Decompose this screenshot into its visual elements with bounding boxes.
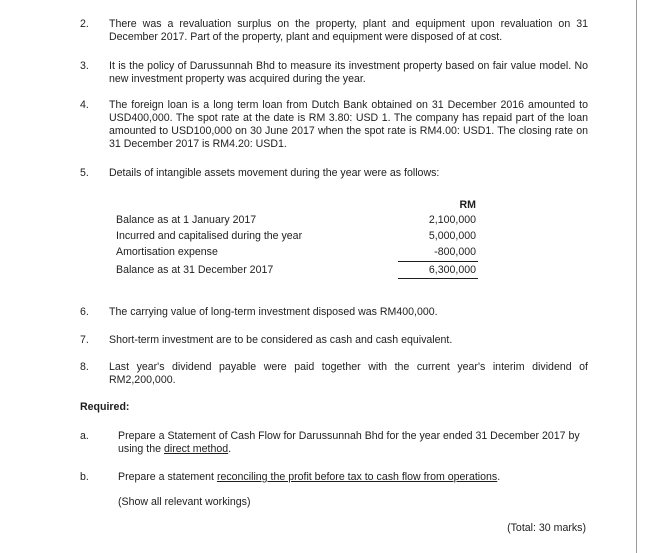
figures-row-value: -800,000 bbox=[434, 246, 476, 258]
figures-row-value: 6,300,000 bbox=[428, 264, 476, 276]
requirement-text-end: . bbox=[228, 443, 232, 455]
note-text: The foreign loan is a long term loan from Dutch Bank obtained on 31 December 2016 amounted to USD400,000. The spot rate at the date is RM 3.80: USD 1. The company has repaid part of the loan amounted to USD100,000 on 30 June 2017 when the spot rate is RM4.00: USD1. The closing rate on 31 December 2017 is RM4.20: USD1. bbox=[109, 99, 588, 150]
required-heading: Required: bbox=[80, 401, 130, 413]
note-text: It is the policy of Darussunnah Bhd to measure its investment property based on fair value model. No new investment property was acquired during the year. bbox=[109, 60, 588, 85]
figures-row-label: Balance as at 31 December 2017 bbox=[116, 264, 274, 276]
note-number: 3. bbox=[80, 60, 89, 72]
note-text: Details of intangible assets movement during the year were as follows: bbox=[109, 167, 440, 179]
requirement-text bbox=[118, 471, 588, 484]
note-text: Short-term investment are to be considered as cash and cash equivalent. bbox=[109, 334, 453, 346]
requirement-text-lead: Prepare a statement bbox=[118, 471, 217, 483]
figures-row bbox=[0, 246, 650, 259]
requirement-text-end: . bbox=[497, 471, 501, 483]
note-number: 8. bbox=[80, 361, 89, 373]
figures-row bbox=[0, 230, 650, 243]
requirement-text-lead: Prepare a Statement of Cash Flow for Darussunnah Bhd for the year ended 31 December 2017 by using the bbox=[118, 430, 580, 455]
requirement-text bbox=[118, 430, 588, 456]
figures-row bbox=[0, 214, 650, 227]
figures-row-value: 2,100,000 bbox=[428, 214, 476, 226]
requirement-emphasis: reconciling the profit before tax to cash flow from operations bbox=[216, 471, 498, 483]
requirement-emphasis: direct method bbox=[163, 443, 229, 455]
requirement-label: b. bbox=[80, 471, 89, 483]
note-number: 4. bbox=[80, 99, 89, 111]
requirement-label: a. bbox=[80, 430, 89, 442]
figures-row-label: Incurred and capitalised during the year bbox=[116, 230, 303, 242]
total-rule bbox=[398, 278, 478, 279]
total-marks: (Total: 30 marks) bbox=[507, 522, 586, 534]
note-text: Last year's dividend payable were paid together with the current year's interim dividend of RM2,200,000. bbox=[109, 361, 588, 386]
note-text: There was a revaluation surplus on the property, plant and equipment upon revaluation on 31 December 2017. Part of the property, plant and equipment were disposed of at cost. bbox=[109, 18, 588, 43]
figures-row bbox=[0, 264, 650, 277]
figures-row-label: Balance as at 1 January 2017 bbox=[116, 214, 257, 226]
note-number: 7. bbox=[80, 334, 89, 346]
figures-row-value: 5,000,000 bbox=[428, 230, 476, 242]
note-number: 2. bbox=[80, 18, 89, 30]
note-text: The carrying value of long-term investment disposed was RM400,000. bbox=[109, 306, 438, 318]
workings-note: (Show all relevant workings) bbox=[118, 496, 251, 508]
subtotal-rule bbox=[398, 261, 478, 262]
note-number: 6. bbox=[80, 306, 89, 318]
figures-row-label: Amortisation expense bbox=[116, 246, 218, 258]
note-number: 5. bbox=[80, 167, 89, 179]
figures-currency-header: RM bbox=[459, 199, 476, 211]
